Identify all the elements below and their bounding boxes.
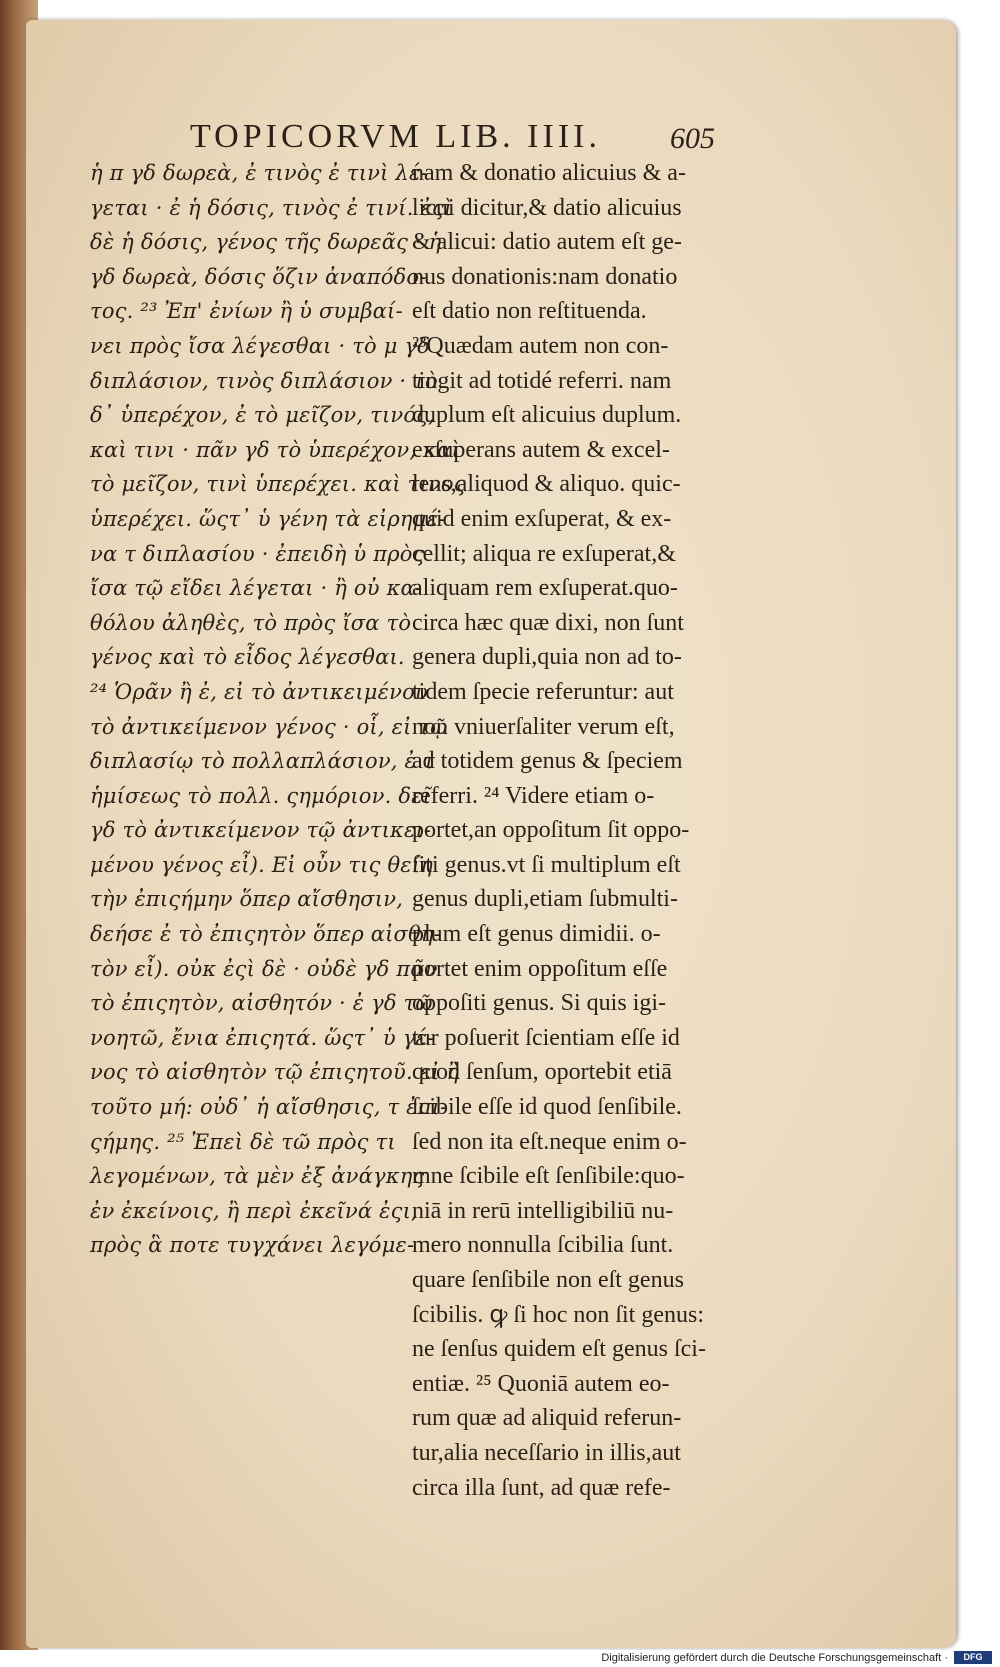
latin-text-line: entiæ. ²⁵ Quoniā autem eo- [412,1370,670,1397]
latin-text-line: ſcibile eſſe id quod ſenſibile. [412,1094,682,1121]
greek-text-line: τὸ ἀντικείμενον γένος · οἷ, εἰ τῷ [90,714,448,739]
latin-text-line: non vniuerſaliter verum eſt, [412,713,675,740]
greek-text-line: νοητῶ, ἔνια ἐπιςητά. ὥςτ᾽ ὑ γέ- [90,1025,435,1050]
latin-text-line: nam & donatio alicuius & a- [412,160,686,186]
greek-text-line: νει πρὸς ἴσα λέγεσθαι · τὸ μ γδ [90,333,431,358]
latin-text-line: cellit; aliqua re exſuperat,& [412,540,676,567]
greek-text-line: ὑπερέχει. ὥςτ᾽ ὑ γένη τὰ εἰρημέ- [90,506,446,531]
latin-text-line: niā in rerū intelligibiliū nu- [412,1197,674,1224]
greek-text-line: διπλασίῳ τὸ πολλαπλάσιον, ἐ τ [90,749,435,774]
latin-text-line: exſuperans autem & excel- [412,436,670,463]
latin-text-line: rum quæ ad aliquid referun- [412,1405,682,1432]
greek-text-line: ἴσα τῷ εἴδει λέγεται · ἢ οὐ κα- [90,576,423,601]
latin-text-line: lens,aliquod & aliquo. quic- [412,471,681,498]
greek-text-line: τος. ²³ Ἐπ' ἐνίων ἢ ὑ συμβαί- [90,299,403,324]
greek-text-line: νος τὸ αἰσθητὸν τῷ ἐπιςητοῦ. εἰ ἢ [90,1060,460,1085]
latin-text-line: quid enim exſuperat, & ex- [412,505,672,532]
latin-text-line: portet,an oppoſitum ſit oppo- [412,817,690,844]
greek-text-line: τὸ μεῖζον, τινὶ ὑπερέχει. καὶ τινος [90,472,466,497]
latin-text-line: referri. ²⁴ Videre etiam o- [412,782,655,809]
greek-text-line: ²⁴ Ὁρᾶν ἢ ἐ, εἰ τὸ ἀντικειμένου [90,679,428,704]
latin-text-line: ad totidem genus & ſpeciem [412,748,683,775]
greek-text-line: τὸν εἶ). οὐκ ἐςὶ δὲ · οὐδὲ γδ πᾶν [90,956,438,981]
greek-text-line: δεήσε ἐ τὸ ἐπιςητὸν ὅπερ αἰσθη- [90,922,442,947]
greek-text-line: ἐν ἐκείνοις, ἢ περὶ ἐκεῖνά ἐςι, [90,1198,418,1223]
footer-credit: Digitalisierung gefördert durch die Deutsche Forschungsgemeinschaft · [601,1652,948,1664]
latin-text-line: portet enim oppoſitum eſſe [412,955,668,982]
greek-text-line: τοῦτο μή: οὐδ᾽ ἡ αἴσθησις, τ ἐπι- [90,1095,448,1120]
latin-text-line: circa illa ſunt, ad quæ refe- [412,1474,671,1501]
latin-text-line: ſcibilis. ꝙ ſi hoc non ſit genus: [412,1301,705,1328]
latin-text-line: ne ſenſus quidem eſt genus ſci- [412,1336,706,1363]
greek-text-line: δ᾽ ὑπερέχον, ἐ τὸ μεῖζον, τινός, [90,403,436,428]
running-head: TOPICORVM LIB. IIII. [190,118,601,155]
latin-text-line: ²³Quædam autem non con- [412,332,669,359]
greek-text-line: ςήμης. ²⁵ Ἐπεὶ δὲ τῶ πρὸς τι [90,1129,396,1154]
latin-text-line: eſt datio non reſtituenda. [412,298,647,325]
latin-text-line: genus dupli,etiam ſubmulti- [412,886,678,913]
greek-text-line: ἡ π γδ δωρεὰ, ἐ τινὸς ἐ τινὶ λέ- [90,161,428,185]
greek-text-column [90,156,466,1263]
latin-text-line: tur poſuerit ſcientiam eſſe id [412,1024,680,1051]
greek-text-line: τὴν ἐπιςήμην ὅπερ αἴσθησιν, [90,887,404,912]
greek-text-line: γεται · ἐ ἡ δόσις, τινὸς ἐ τινί. ἐςὶ [90,195,453,220]
latin-text-line: mne ſcibile eſt ſenſibile:quo- [412,1163,685,1190]
latin-text-line: quare ſenſibile non eſt genus [412,1267,684,1293]
latin-text-line: genera dupli,quia non ad to- [412,644,682,671]
page-number: 605 [670,122,715,155]
greek-text-line: διπλάσιον, τινὸς διπλάσιον · τὸ [90,368,438,393]
latin-text-line: nus donationis:nam donatio [412,263,678,290]
latin-text-line: circa hæc quæ dixi, non ſunt [412,609,684,636]
latin-text-line: & alicui: datio autem eſt ge- [412,229,682,256]
latin-text-line: tur,alia neceſſario in illis,aut [412,1439,681,1466]
latin-text-column [412,156,742,1505]
greek-text-line: να τ διπλασίου · ἐπειδὴ ὑ πρὸς [90,541,425,566]
greek-text-line: καὶ τινι · πᾶν γδ τὸ ὑπερέχον, καὶ [90,437,460,462]
latin-text-line: aliquam rem exſuperat.quo- [412,575,678,602]
greek-text-line: γένος καὶ τὸ εἶδος λέγεσθαι. [90,645,405,670]
latin-text-line: duplum eſt alicuius duplum. [412,402,682,429]
latin-text-line: quod ſenſum, oportebit etiā [412,1059,672,1086]
greek-text-line: γδ τὸ ἀντικείμενον τῷ ἀντικει- [90,818,432,843]
latin-text-line: tingit ad totidé referri. nam [412,367,672,394]
greek-text-line: λεγομένων, τὰ μὲν ἐξ ἀνάγκης [90,1164,425,1189]
greek-text-line: τὸ ἐπιςητὸν, αἰσθητόν · ἐ γδ τῶ [90,991,433,1016]
greek-text-line: θόλου ἀληθὲς, τὸ πρὸς ἴσα τὸ [90,610,412,635]
latin-text-line: ſiti genus.vt ſi multiplum eſt [412,851,681,878]
dfg-logo: DFG [954,1651,992,1664]
latin-text-line: mero nonnulla ſcibilia ſunt. [412,1232,674,1259]
latin-text-line: ſed non ita eſt.neque enim o- [412,1128,687,1155]
latin-text-line: licui dicitur,& datio alicuius [412,194,682,221]
latin-text-line: plum eſt genus dimidii. o- [412,921,661,948]
latin-text-line: oppoſiti genus. Si quis igi- [412,990,667,1017]
greek-text-line: ἡμίσεως τὸ πολλ. ςημόριον. δεῖ [90,783,432,808]
greek-text-line: γδ δωρεὰ, δόσις ὅζιν ἀναπόδο- [90,264,427,289]
greek-text-line: πρὸς ἃ ποτε τυγχάνει λεγόμε- [90,1233,415,1258]
greek-text-line: δὲ ἡ δόσις, γένος τῆς δωρεᾶς · ἡ [90,230,442,255]
latin-text-line: tidem ſpecie referuntur: aut [412,678,674,705]
greek-text-line: μένου γένος εἶ). Εἰ οὖν τις θείη [90,852,433,877]
